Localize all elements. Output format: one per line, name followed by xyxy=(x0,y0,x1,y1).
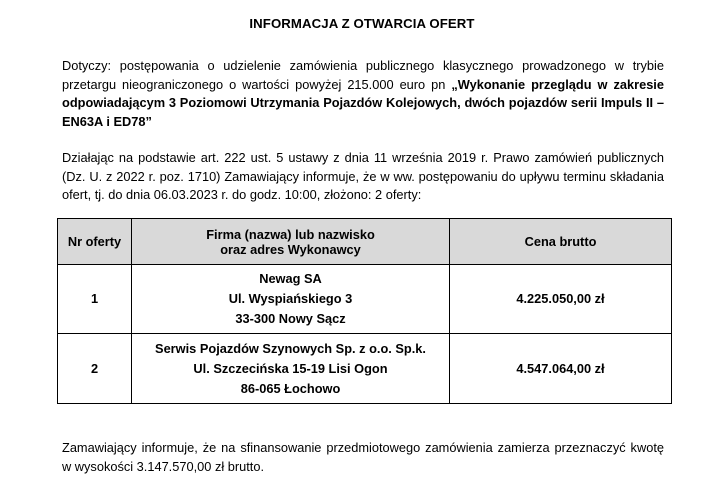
company-city: 86-065 Łochowo xyxy=(240,380,341,396)
company-city: 33-300 Nowy Sącz xyxy=(235,311,346,326)
document-title: INFORMACJA Z OTWARCIA OFERT xyxy=(249,16,475,31)
offer-number: 1 xyxy=(58,265,132,334)
offer-price: 4.547.064,00 zł xyxy=(450,334,672,404)
table-row xyxy=(58,334,672,404)
company-street: Ul. Wyspiańskiego 3 xyxy=(228,291,353,306)
table-row xyxy=(58,265,672,334)
header-price: Cena brutto xyxy=(450,219,672,265)
company-name: Serwis Pojazdów Szynowych Sp. z o.o. Sp.k. xyxy=(155,340,426,356)
header-offer-number: Nr oferty xyxy=(58,219,132,265)
offer-company xyxy=(132,334,450,404)
intro-paragraph xyxy=(62,57,664,131)
offers-table xyxy=(57,218,672,404)
intro-text: Dotyczy: postępowania o udzielenie zamówienia publicznego klasycznego prowadzonego w trybie przetargu nieograniczonego o wartości powyżej 215.000 euro pn xyxy=(62,58,664,92)
legal-basis-paragraph: Działając na podstawie art. 222 ust. 5 ustawy z dnia 11 września 2019 r. Prawo zamówień publicznych (Dz. U. z 2022 r. poz. 1710) Zamawiający informuje, że w ww. postępowaniu do upływu terminu składania ofert, tj. do dnia 06.03.2023 r. do godz. 10:00, złożono: 2 oferty: xyxy=(62,150,664,202)
offer-number: 2 xyxy=(58,334,132,404)
company-street: Ul. Szczecińska 15-19 Lisi Ogon xyxy=(193,360,388,376)
offer-price: 4.225.050,00 zł xyxy=(450,265,672,334)
contract-subject: „Wykonanie przeglądu w zakresie odpowiadającym 3 Poziomowi Utrzymania Pojazdów Kolejowych, dwóch pojazdów serii Impuls II – EN63A i ED78” xyxy=(62,76,664,129)
header-company xyxy=(132,219,450,265)
funding-note: Zamawiający informuje, że na sfinansowanie przedmiotowego zamówienia zamierza przeznaczyć kwotę w wysokości 3.147.570,00 zł brutto. xyxy=(62,440,664,474)
offer-company xyxy=(132,265,450,334)
company-name: Newag SA xyxy=(259,271,322,286)
header-company-line: oraz adres Wykonawcy xyxy=(220,241,361,257)
table-header-row xyxy=(58,219,672,265)
header-company-line: Firma (nazwa) lub nazwisko xyxy=(206,226,375,242)
